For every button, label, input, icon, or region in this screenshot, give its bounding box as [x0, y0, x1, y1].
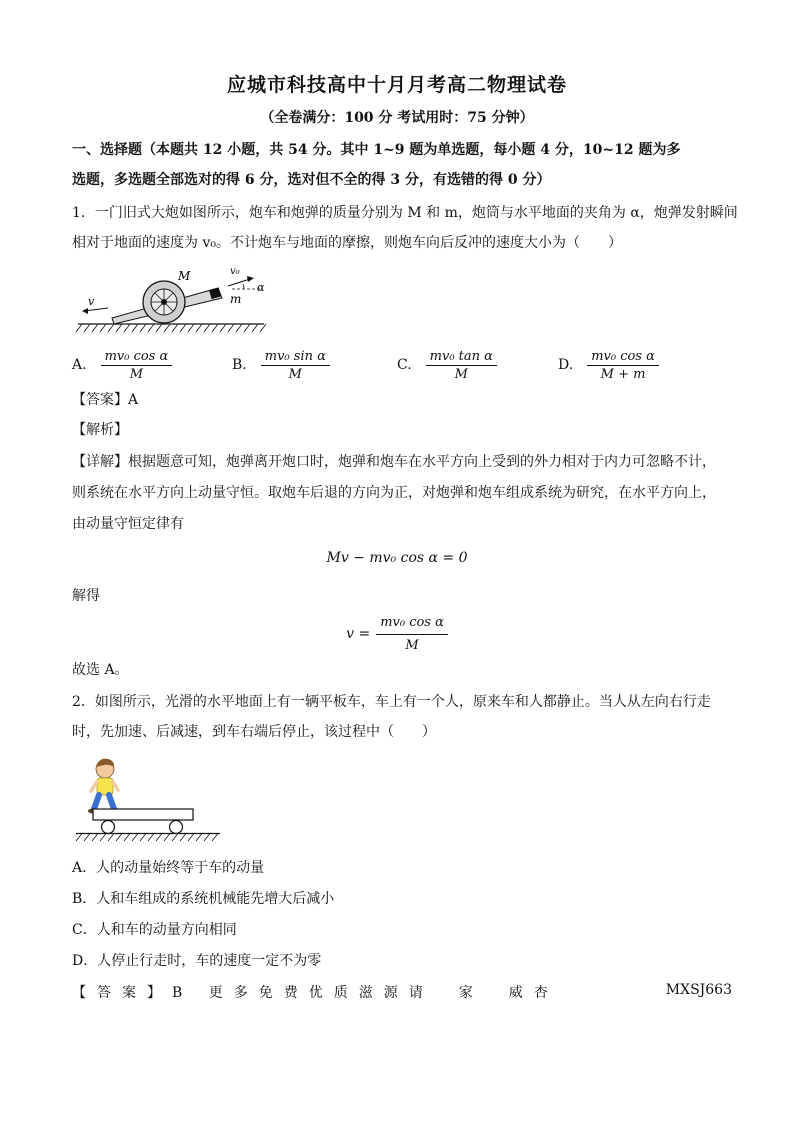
- cannon-figure: [72, 262, 272, 338]
- person-legs: [94, 795, 114, 809]
- q1-analysis-heading: 【解析】: [72, 422, 128, 438]
- q2-option-d[interactable]: D．人停止行走时，车的速度一定不为零: [72, 953, 322, 969]
- q1-text-line1: 1．一门旧式大炮如图所示，炮车和炮弹的质量分别为 M 和 m，炮筒与水平地面的夹角为 α，炮弹发射瞬间: [72, 205, 738, 221]
- wheel-hub: [161, 299, 167, 305]
- label-M: M: [178, 269, 191, 283]
- option-d-fraction: [587, 349, 659, 382]
- option-label: C.: [397, 357, 412, 373]
- q2-option-c[interactable]: C．人和车的动量方向相同: [72, 922, 237, 938]
- option-label: B.: [232, 357, 247, 373]
- q1-detail-line3: 由动量守恒定律有: [72, 516, 184, 532]
- result-fraction: [376, 613, 448, 656]
- q1-option-d[interactable]: [558, 345, 659, 385]
- result-lhs: v =: [346, 626, 371, 642]
- q1-answer: 【答案】A: [72, 392, 139, 408]
- option-c-denominator: M: [454, 366, 468, 382]
- label-v: v: [88, 295, 95, 308]
- option-d-denominator: M + m: [600, 366, 646, 382]
- cart-wheel-left: [102, 821, 115, 834]
- q1-detail-line1: 【详解】根据题意可知，炮弹离开炮口时，炮弹和炮车在水平方向上受到的外力相对于内力可忽略不计，: [72, 454, 716, 470]
- result-numerator: mv₀ cos α: [376, 613, 448, 635]
- option-c-fraction: [426, 349, 497, 382]
- option-b-fraction: [261, 349, 330, 382]
- section-instructions-line2: 选题，多选题全部选对的得 6 分，选对但不全的得 3 分，有选错的得 0 分）: [72, 172, 551, 188]
- ground-hatch: [76, 324, 266, 332]
- ground-hatch: [76, 834, 218, 842]
- label-alpha: α: [257, 281, 265, 294]
- q2-answer-line: [72, 982, 732, 1002]
- option-label: A.: [72, 357, 87, 373]
- q1-momentum-equation: Mv − mv₀ cos α = 0: [326, 550, 468, 566]
- option-b-denominator: M: [288, 366, 302, 382]
- label-m: m: [230, 292, 242, 306]
- option-d-numerator: mv₀ cos α: [587, 349, 659, 366]
- q1-detail-line2: 则系统在水平方向上动量守恒。取炮车后退的方向为正，对炮弹和炮车组成系统为研究，在水平方向上，: [72, 485, 716, 501]
- q2-option-a[interactable]: A．人的动量始终等于车的动量: [72, 860, 265, 876]
- section-instructions-line1: 一、选择题（本题共 12 小题，共 54 分。其中 1~9 题为单选题，每小题 4 分，10~12 题为多: [72, 142, 681, 158]
- result-denominator: M: [405, 637, 419, 653]
- cart-wheel-right: [170, 821, 183, 834]
- q1-result-equation: [72, 614, 722, 654]
- label-v0: v₀: [230, 266, 240, 277]
- q1-option-b[interactable]: [232, 345, 330, 385]
- option-label: D.: [558, 357, 574, 373]
- q2-answer-code: MXSJ663: [665, 982, 732, 998]
- page-subtitle: （全卷满分：100 分 考试用时：75 分钟）: [260, 110, 534, 126]
- q1-option-c[interactable]: [397, 345, 497, 385]
- option-a-denominator: M: [129, 366, 144, 382]
- q2-option-b[interactable]: B．人和车组成的系统机械能先增大后减小: [72, 891, 335, 907]
- cart-platform: [93, 809, 193, 820]
- option-a-fraction: [101, 349, 173, 382]
- q1-option-a[interactable]: [72, 345, 172, 385]
- q2-text-line1: 2．如图所示，光滑的水平地面上有一辆平板车，车上有一个人，原来车和人都静止。当人从左向右行走: [72, 694, 711, 710]
- q2-text-line2: 时，先加速、后减速，到车右端后停止，该过程中（ ）: [72, 724, 436, 740]
- recoil-arrow: [82, 308, 108, 314]
- option-c-numerator: mv₀ tan α: [426, 349, 497, 366]
- q1-conclusion: 故选 A。: [72, 662, 129, 678]
- person-illustration: [88, 759, 121, 814]
- q2-answer-text: 【答案】B 更多免费优质滋源请 家 威杏: [72, 985, 559, 1001]
- option-b-numerator: mv₀ sin α: [261, 349, 330, 366]
- q1-solve-label: 解得: [72, 588, 100, 604]
- q1-text-line2: 相对于地面的速度为 v₀。不计炮车与地面的摩擦，则炮车向后反冲的速度大小为（ ）: [72, 235, 622, 251]
- page-title: 应城市科技高中十月月考高二物理试卷: [226, 74, 567, 96]
- option-a-numerator: mv₀ cos α: [101, 349, 173, 366]
- cart-figure: [72, 755, 224, 845]
